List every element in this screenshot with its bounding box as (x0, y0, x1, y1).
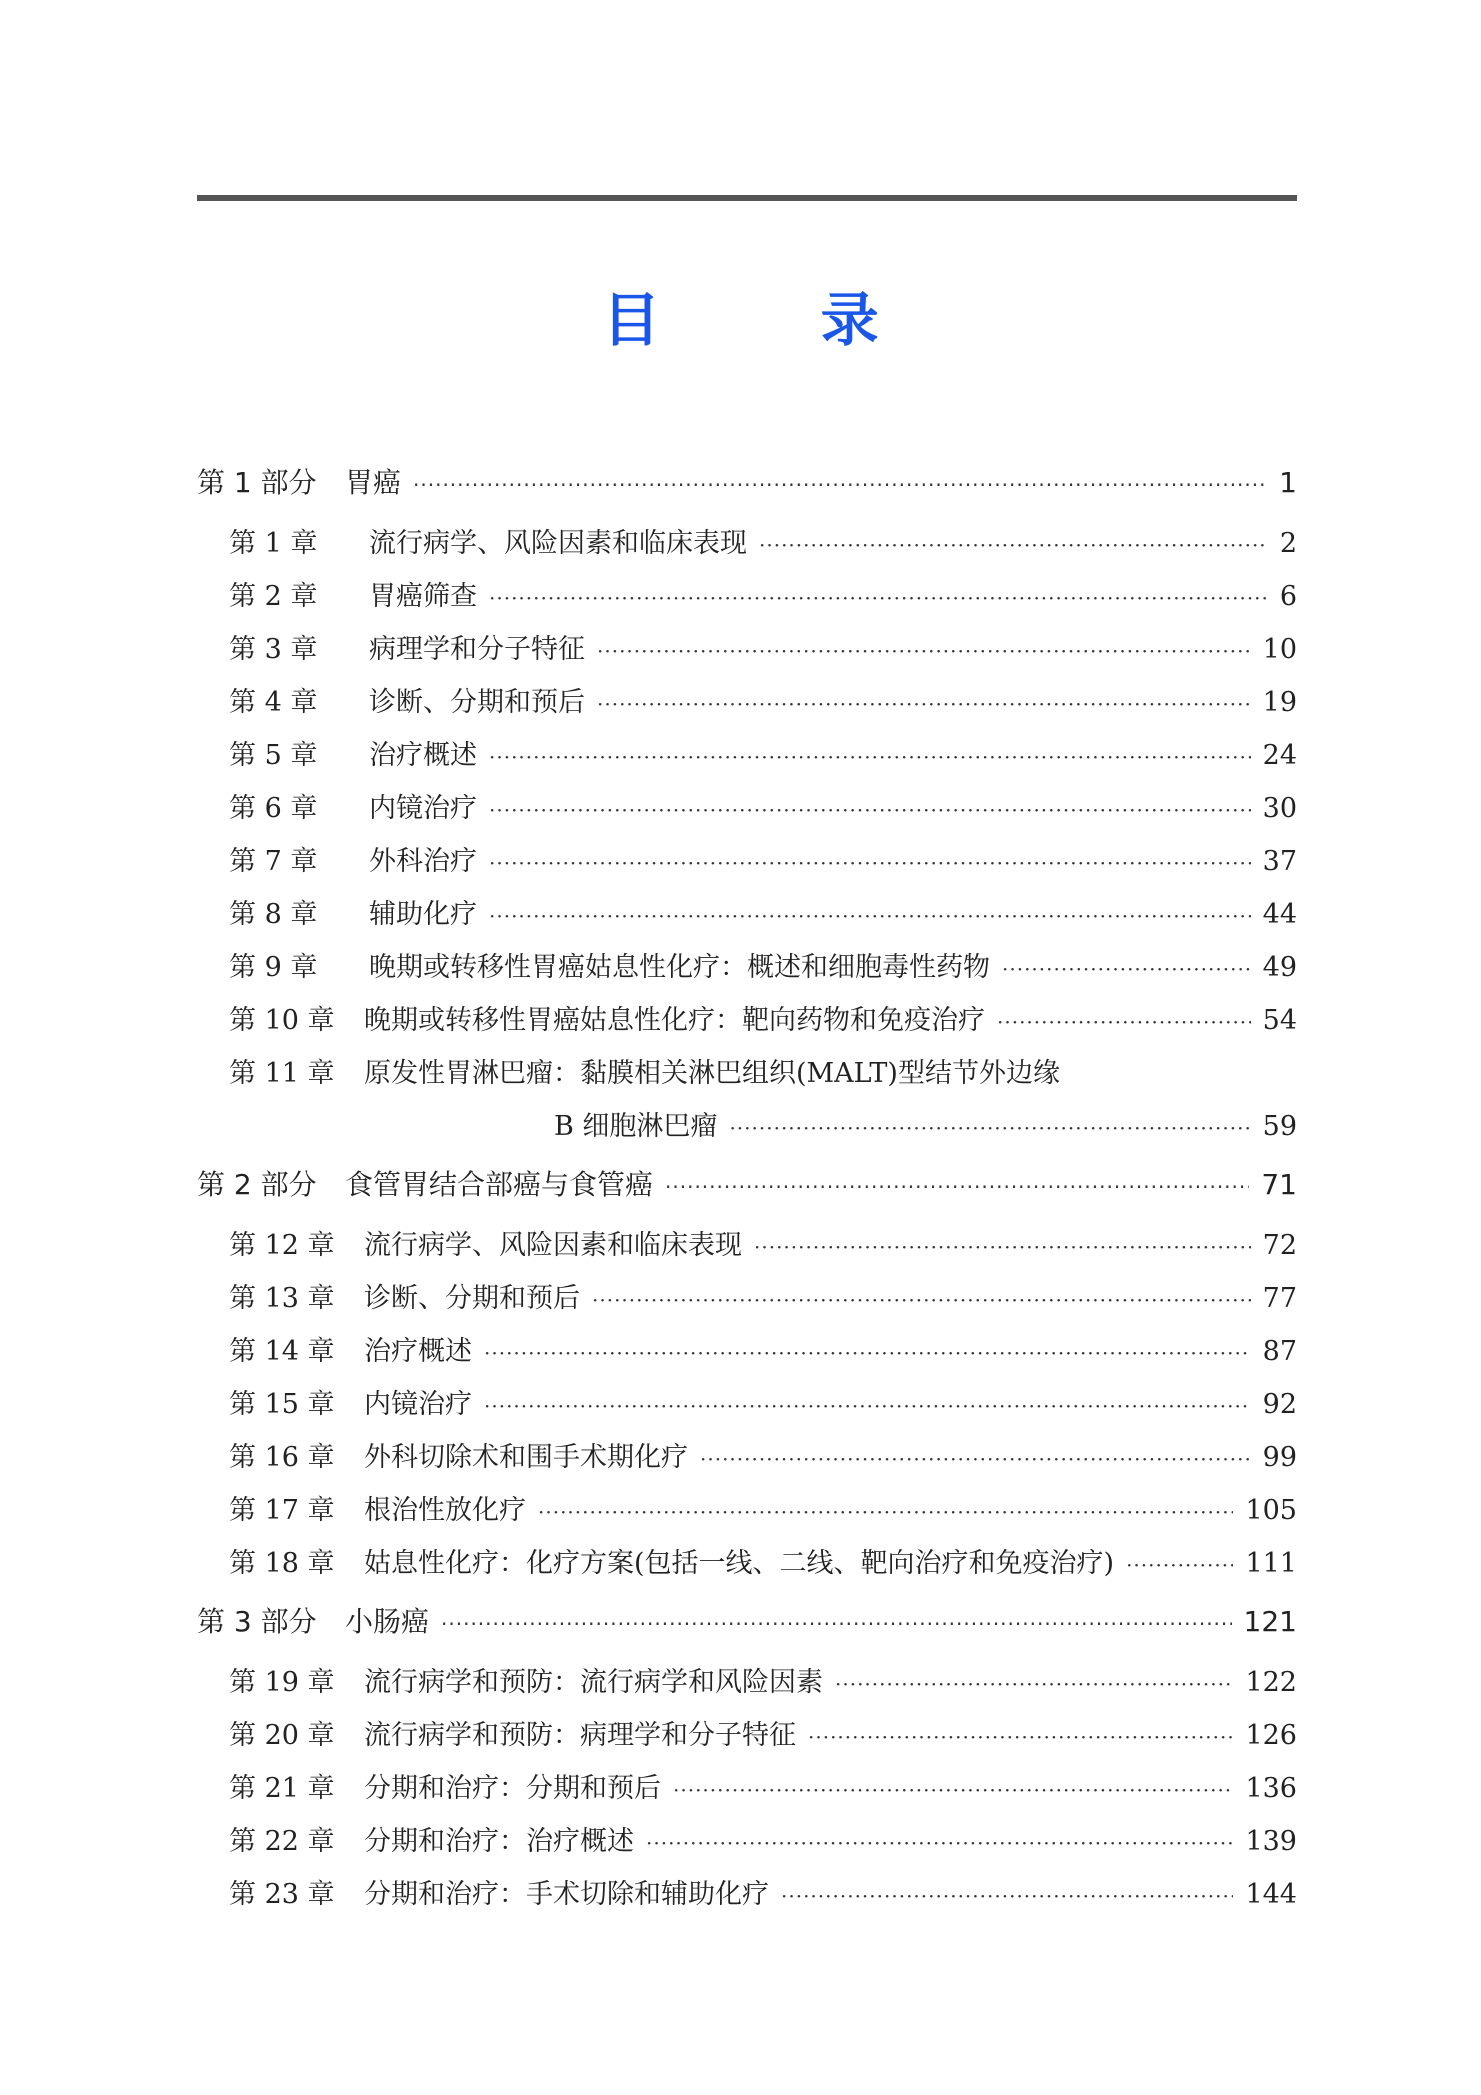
page-number: 87 (1262, 1336, 1297, 1367)
chapter-title: 辅助化疗 (369, 899, 477, 930)
chapter-title: 诊断、分期和预后 (364, 1283, 580, 1314)
page-number: 105 (1245, 1495, 1297, 1526)
table-of-contents (197, 455, 1297, 1925)
toc-part-entry[interactable] (197, 1594, 1297, 1660)
chapter-title: 流行病学、风险因素和临床表现 (369, 528, 747, 559)
chapter-title: 流行病学、风险因素和临床表现 (364, 1230, 742, 1261)
chapter-title: 晚期或转移性胃癌姑息性化疗：概述和细胞毒性药物 (369, 952, 990, 983)
toc-chapter-entry[interactable] (197, 1435, 1297, 1488)
chapter-title: 内镜治疗 (364, 1389, 472, 1420)
page-number: 6 (1279, 581, 1297, 612)
chapter-title: 流行病学和预防：流行病学和风险因素 (364, 1667, 823, 1698)
page-number: 44 (1262, 899, 1297, 930)
dot-leader (646, 1831, 1233, 1855)
page-number: 71 (1261, 1168, 1297, 1201)
dot-leader (808, 1725, 1233, 1749)
chapter-title: 根治性放化疗 (364, 1495, 526, 1526)
chapter-title: 流行病学和预防：病理学和分子特征 (364, 1720, 796, 1751)
chapter-number: 第 11 章 (229, 1058, 335, 1089)
toc-chapter-entry[interactable] (197, 839, 1297, 892)
dot-leader (700, 1447, 1251, 1471)
page-number: 122 (1245, 1667, 1297, 1698)
page-number: 49 (1262, 952, 1297, 983)
part-title: 食管胃结合部癌与食管癌 (345, 1168, 654, 1201)
chapter-number: 第 10 章 (229, 1005, 335, 1036)
dot-leader (997, 1010, 1251, 1034)
dot-leader (759, 533, 1268, 557)
chapter-number: 第 21 章 (229, 1773, 335, 1804)
dot-leader (484, 1341, 1251, 1365)
chapter-title: 内镜治疗 (369, 793, 477, 824)
toc-chapter-entry[interactable] (197, 1819, 1297, 1872)
toc-chapter-entry[interactable] (197, 521, 1297, 574)
chapter-title: 分期和治疗：分期和预后 (364, 1773, 661, 1804)
toc-chapter-entry[interactable] (197, 1329, 1297, 1382)
dot-leader (441, 1612, 1232, 1636)
toc-chapter-entry[interactable] (197, 627, 1297, 680)
chapter-number: 第 6 章 (229, 793, 318, 824)
dot-leader (489, 851, 1251, 875)
chapter-number: 第 16 章 (229, 1442, 335, 1473)
chapter-number: 第 15 章 (229, 1389, 335, 1420)
toc-chapter-entry[interactable] (197, 1051, 1297, 1104)
toc-chapter-entry[interactable] (197, 945, 1297, 998)
toc-chapter-entry[interactable] (197, 574, 1297, 627)
dot-leader (597, 692, 1251, 716)
chapter-title: 晚期或转移性胃癌姑息性化疗：靶向药物和免疫治疗 (364, 1005, 985, 1036)
toc-chapter-entry[interactable] (197, 733, 1297, 786)
page-number: 54 (1262, 1005, 1297, 1036)
page-number: 37 (1262, 846, 1297, 877)
dot-leader (665, 1175, 1249, 1199)
chapter-title: 分期和治疗：治疗概述 (364, 1826, 634, 1857)
toc-chapter-entry[interactable] (197, 1382, 1297, 1435)
part-number: 第 1 部分 (197, 466, 317, 499)
page-number: 139 (1245, 1826, 1297, 1857)
chapter-number: 第 20 章 (229, 1720, 335, 1751)
page-number: 126 (1245, 1720, 1297, 1751)
chapter-title: 外科治疗 (369, 846, 477, 877)
part-title: 小肠癌 (345, 1605, 430, 1638)
page-number: 92 (1262, 1389, 1297, 1420)
page-number: 72 (1262, 1230, 1297, 1261)
chapter-number: 第 23 章 (229, 1879, 335, 1910)
page-number: 136 (1245, 1773, 1297, 1804)
toc-chapter-entry[interactable] (197, 1872, 1297, 1925)
chapter-title: 原发性胃淋巴瘤：黏膜相关淋巴组织(MALT)型结节外边缘 (364, 1058, 1060, 1089)
dot-leader (729, 1116, 1250, 1140)
toc-chapter-entry[interactable] (197, 680, 1297, 733)
dot-leader (1002, 957, 1251, 981)
part-title: 胃癌 (345, 466, 402, 499)
chapter-number: 第 8 章 (229, 899, 318, 930)
toc-chapter-entry[interactable] (197, 1276, 1297, 1329)
page-number: 59 (1262, 1111, 1297, 1142)
chapter-title: 病理学和分子特征 (369, 634, 585, 665)
page-number: 1 (1279, 466, 1297, 499)
toc-chapter-entry[interactable] (197, 1660, 1297, 1713)
dot-leader (489, 745, 1251, 769)
page-number: 19 (1262, 687, 1297, 718)
dot-leader (538, 1500, 1233, 1524)
page-number: 77 (1262, 1283, 1297, 1314)
chapter-title: 分期和治疗：手术切除和辅助化疗 (364, 1879, 769, 1910)
toc-chapter-entry[interactable] (197, 786, 1297, 839)
chapter-number: 第 13 章 (229, 1283, 335, 1314)
page-number: 99 (1262, 1442, 1297, 1473)
dot-leader (489, 798, 1251, 822)
dot-leader (1126, 1553, 1233, 1577)
chapter-number: 第 4 章 (229, 687, 318, 718)
page-number: 10 (1262, 634, 1297, 665)
toc-part-entry[interactable] (197, 1157, 1297, 1223)
chapter-number: 第 17 章 (229, 1495, 335, 1526)
toc-chapter-entry[interactable] (197, 1713, 1297, 1766)
chapter-number: 第 12 章 (229, 1230, 335, 1261)
dot-leader (592, 1288, 1251, 1312)
page-number: 111 (1245, 1548, 1297, 1579)
dot-leader (835, 1672, 1233, 1696)
page-number: 24 (1262, 740, 1297, 771)
chapter-number: 第 1 章 (229, 528, 318, 559)
toc-chapter-entry[interactable] (197, 998, 1297, 1051)
dot-leader (754, 1235, 1251, 1259)
chapter-number: 第 18 章 (229, 1548, 335, 1579)
toc-chapter-entry[interactable] (197, 1488, 1297, 1541)
top-rule (197, 195, 1297, 201)
chapter-title: 外科切除术和围手术期化疗 (364, 1442, 688, 1473)
toc-chapter-entry[interactable] (197, 1223, 1297, 1276)
toc-chapter-entry[interactable] (197, 892, 1297, 945)
chapter-title: 姑息性化疗：化疗方案(包括一线、二线、靶向治疗和免疫治疗) (364, 1548, 1115, 1579)
page-title: 目 录 (602, 286, 949, 354)
dot-leader (597, 639, 1251, 663)
page-number: 121 (1243, 1605, 1297, 1638)
part-number: 第 2 部分 (197, 1168, 317, 1201)
chapter-title: 治疗概述 (369, 740, 477, 771)
part-number: 第 3 部分 (197, 1605, 317, 1638)
chapter-number: 第 3 章 (229, 634, 318, 665)
chapter-title-continued: B 细胞淋巴瘤 (554, 1111, 718, 1142)
dot-leader (489, 586, 1268, 610)
chapter-title: 治疗概述 (364, 1336, 472, 1367)
dot-leader (413, 473, 1267, 497)
dot-leader (781, 1884, 1233, 1908)
chapter-number: 第 5 章 (229, 740, 318, 771)
dot-leader (484, 1394, 1251, 1418)
page-number: 30 (1262, 793, 1297, 824)
toc-chapter-continuation[interactable] (197, 1104, 1297, 1157)
chapter-title: 诊断、分期和预后 (369, 687, 585, 718)
chapter-number: 第 22 章 (229, 1826, 335, 1857)
chapter-number: 第 2 章 (229, 581, 318, 612)
dot-leader (489, 904, 1251, 928)
page-number: 2 (1279, 528, 1297, 559)
toc-part-entry[interactable] (197, 455, 1297, 521)
dot-leader (673, 1778, 1233, 1802)
chapter-number: 第 19 章 (229, 1667, 335, 1698)
chapter-number: 第 14 章 (229, 1336, 335, 1367)
toc-chapter-entry[interactable] (197, 1766, 1297, 1819)
chapter-title: 胃癌筛查 (369, 581, 477, 612)
page-number: 144 (1245, 1879, 1297, 1910)
toc-chapter-entry[interactable] (197, 1541, 1297, 1594)
chapter-number: 第 7 章 (229, 846, 318, 877)
chapter-number: 第 9 章 (229, 952, 318, 983)
